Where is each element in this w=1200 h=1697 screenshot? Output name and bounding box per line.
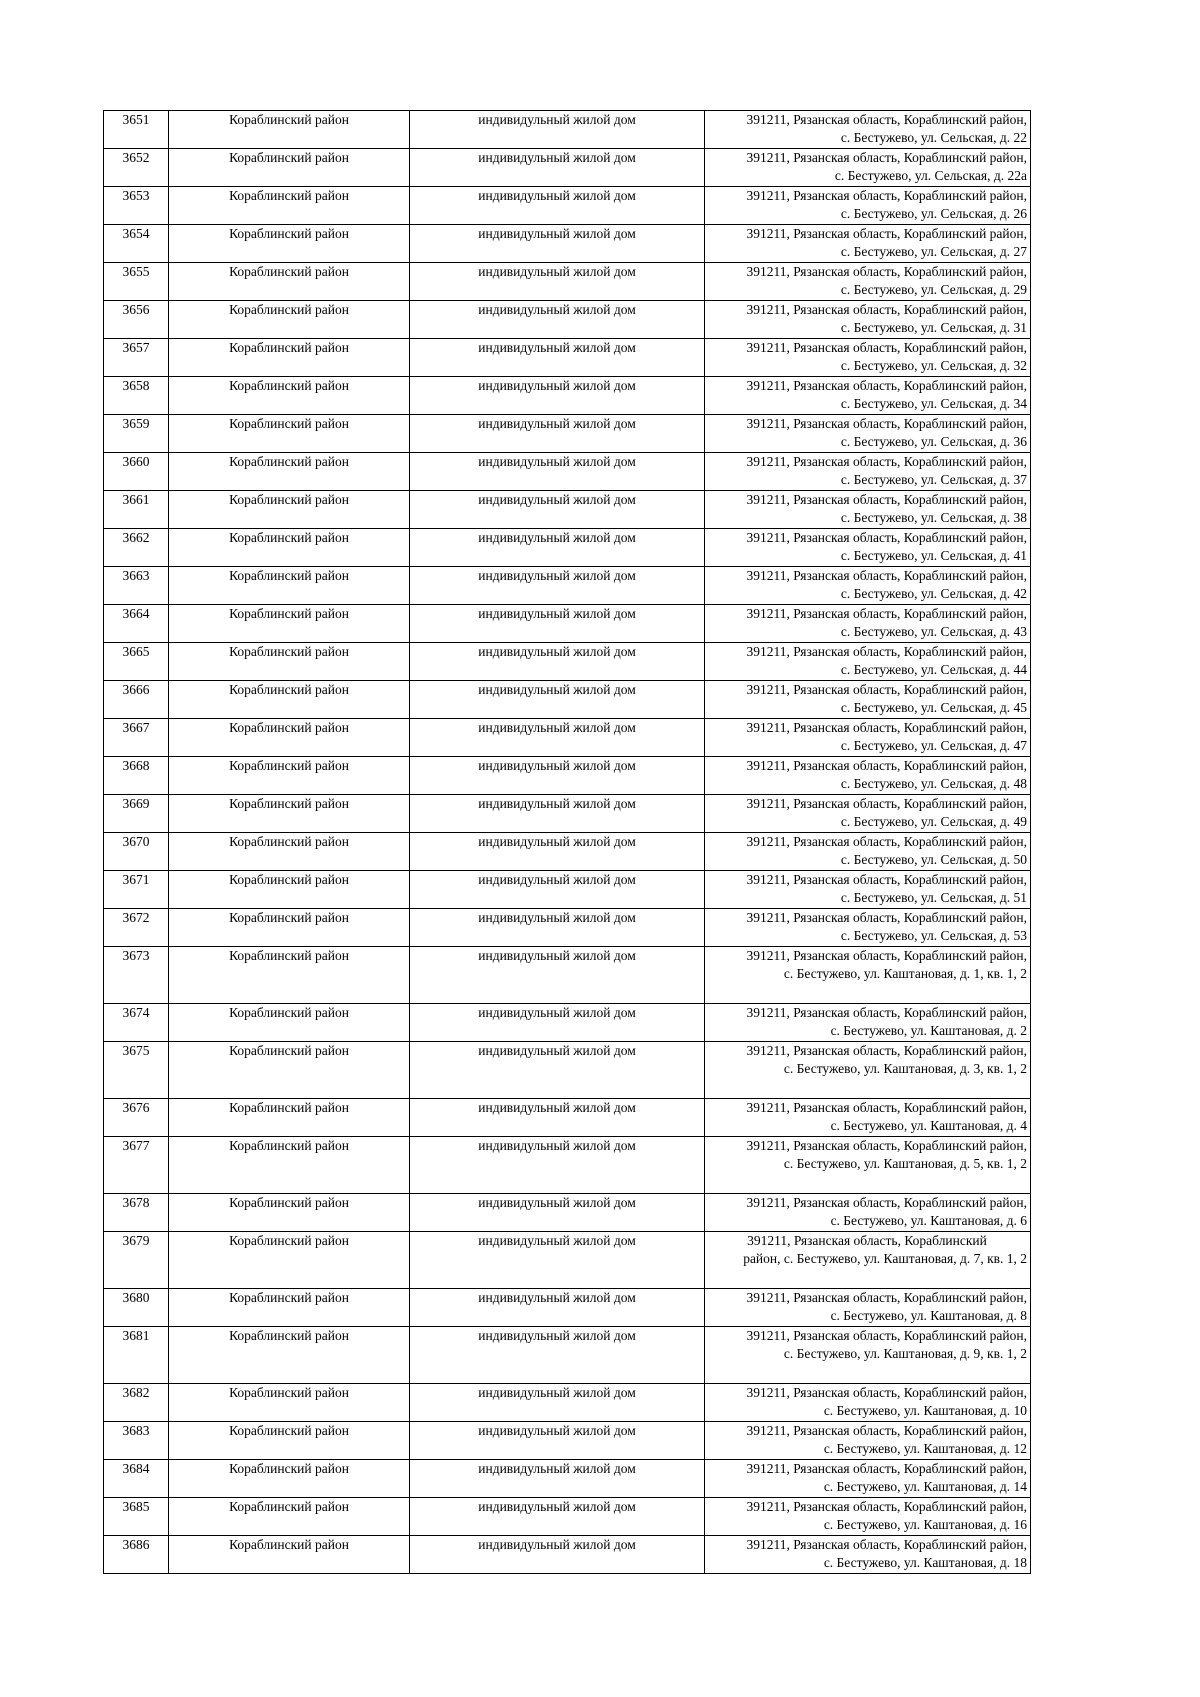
address-line-1: 391211, Рязанская область, Кораблинский район, bbox=[746, 834, 1027, 849]
address-line-1: 391211, Рязанская область, Кораблинский район, bbox=[746, 796, 1027, 811]
table-row bbox=[104, 111, 1031, 149]
district-cell: Кораблинский район bbox=[169, 605, 410, 643]
district-cell: Кораблинский район bbox=[169, 1137, 410, 1194]
district-cell: Кораблинский район bbox=[169, 795, 410, 833]
address-line-2: с. Бестужево, ул. Сельская, д. 27 bbox=[840, 244, 1027, 259]
row-number-cell: 3657 bbox=[104, 339, 169, 377]
address-line-1: 391211, Рязанская область, Кораблинский район, bbox=[746, 758, 1027, 773]
address-cell bbox=[705, 1289, 1031, 1327]
row-number-cell: 3677 bbox=[104, 1137, 169, 1194]
object-type-cell: индивидульный жилой дом bbox=[410, 567, 705, 605]
row-number-cell: 3651 bbox=[104, 111, 169, 149]
district-cell: Кораблинский район bbox=[169, 1498, 410, 1536]
district-cell: Кораблинский район bbox=[169, 491, 410, 529]
address-line-1: 391211, Рязанская область, Кораблинский район, bbox=[746, 682, 1027, 697]
table-row bbox=[104, 1384, 1031, 1422]
address-line-2: с. Бестужево, ул. Сельская, д. 47 bbox=[840, 738, 1027, 753]
row-number-cell: 3673 bbox=[104, 947, 169, 1004]
address-line-2: с. Бестужево, ул. Каштановая, д. 9, кв. 1, 2 bbox=[783, 1346, 1027, 1361]
object-type-cell: индивидульный жилой дом bbox=[410, 453, 705, 491]
table-row bbox=[104, 605, 1031, 643]
table-row bbox=[104, 263, 1031, 301]
address-cell bbox=[705, 339, 1031, 377]
object-type-cell: индивидульный жилой дом bbox=[410, 1327, 705, 1384]
address-line-2: с. Бестужево, ул. Каштановая, д. 12 bbox=[823, 1441, 1027, 1456]
district-cell: Кораблинский район bbox=[169, 643, 410, 681]
object-type-cell: индивидульный жилой дом bbox=[410, 1137, 705, 1194]
object-type-cell: индивидульный жилой дом bbox=[410, 1042, 705, 1099]
address-line-2: с. Бестужево, ул. Сельская, д. 38 bbox=[840, 510, 1027, 525]
district-cell: Кораблинский район bbox=[169, 339, 410, 377]
address-line-1: 391211, Рязанская область, Кораблинский район, bbox=[746, 720, 1027, 735]
address-cell bbox=[705, 795, 1031, 833]
address-line-1: 391211, Рязанская область, Кораблинский район, bbox=[746, 264, 1027, 279]
table-row bbox=[104, 681, 1031, 719]
address-line-1: 391211, Рязанская область, Кораблинский район, bbox=[746, 340, 1027, 355]
table-row bbox=[104, 377, 1031, 415]
district-cell: Кораблинский район bbox=[169, 529, 410, 567]
object-type-cell: индивидульный жилой дом bbox=[410, 1536, 705, 1574]
district-cell: Кораблинский район bbox=[169, 567, 410, 605]
table-row bbox=[104, 1422, 1031, 1460]
district-cell: Кораблинский район bbox=[169, 1194, 410, 1232]
row-number-cell: 3679 bbox=[104, 1232, 169, 1289]
property-table-body bbox=[104, 111, 1031, 1574]
address-line-1: 391211, Рязанская область, Кораблинский район, bbox=[746, 910, 1027, 925]
district-cell: Кораблинский район bbox=[169, 1327, 410, 1384]
row-number-cell: 3678 bbox=[104, 1194, 169, 1232]
row-number-cell: 3652 bbox=[104, 149, 169, 187]
row-number-cell: 3669 bbox=[104, 795, 169, 833]
row-number-cell: 3672 bbox=[104, 909, 169, 947]
address-cell bbox=[705, 719, 1031, 757]
row-number-cell: 3686 bbox=[104, 1536, 169, 1574]
object-type-cell: индивидульный жилой дом bbox=[410, 1460, 705, 1498]
address-line-1: 391211, Рязанская область, Кораблинский район, bbox=[746, 606, 1027, 621]
row-number-cell: 3670 bbox=[104, 833, 169, 871]
address-line-1: 391211, Рязанская область, Кораблинский район, bbox=[746, 226, 1027, 241]
address-cell bbox=[705, 377, 1031, 415]
object-type-cell: индивидульный жилой дом bbox=[410, 1004, 705, 1042]
object-type-cell: индивидульный жилой дом bbox=[410, 833, 705, 871]
row-number-cell: 3667 bbox=[104, 719, 169, 757]
district-cell: Кораблинский район bbox=[169, 757, 410, 795]
row-number-cell: 3656 bbox=[104, 301, 169, 339]
address-cell bbox=[705, 1498, 1031, 1536]
address-cell bbox=[705, 567, 1031, 605]
table-row bbox=[104, 871, 1031, 909]
table-row bbox=[104, 1460, 1031, 1498]
table-row bbox=[104, 833, 1031, 871]
address-cell bbox=[705, 1384, 1031, 1422]
address-line-2: с. Бестужево, ул. Каштановая, д. 8 bbox=[830, 1308, 1027, 1323]
address-line-1: 391211, Рязанская область, Кораблинский район, bbox=[746, 1195, 1027, 1210]
district-cell: Кораблинский район bbox=[169, 301, 410, 339]
address-cell bbox=[705, 643, 1031, 681]
table-row bbox=[104, 1137, 1031, 1194]
address-line-1: 391211, Рязанская область, Кораблинский район, bbox=[746, 112, 1027, 127]
object-type-cell: индивидульный жилой дом bbox=[410, 225, 705, 263]
row-number-cell: 3668 bbox=[104, 757, 169, 795]
address-cell bbox=[705, 1460, 1031, 1498]
address-line-1: 391211, Рязанская область, Кораблинский район, bbox=[746, 1385, 1027, 1400]
table-row bbox=[104, 1498, 1031, 1536]
table-row bbox=[104, 947, 1031, 1004]
object-type-cell: индивидульный жилой дом bbox=[410, 339, 705, 377]
address-cell bbox=[705, 111, 1031, 149]
row-number-cell: 3663 bbox=[104, 567, 169, 605]
table-row bbox=[104, 643, 1031, 681]
district-cell: Кораблинский район bbox=[169, 1042, 410, 1099]
address-line-2: с. Бестужево, ул. Каштановая, д. 5, кв. 1, 2 bbox=[783, 1156, 1027, 1171]
object-type-cell: индивидульный жилой дом bbox=[410, 1422, 705, 1460]
object-type-cell: индивидульный жилой дом bbox=[410, 377, 705, 415]
address-cell bbox=[705, 1042, 1031, 1099]
district-cell: Кораблинский район bbox=[169, 871, 410, 909]
object-type-cell: индивидульный жилой дом bbox=[410, 1194, 705, 1232]
district-cell: Кораблинский район bbox=[169, 377, 410, 415]
address-line-1: 391211, Рязанская область, Кораблинский район, bbox=[746, 1005, 1027, 1020]
table-row bbox=[104, 1536, 1031, 1574]
address-cell bbox=[705, 301, 1031, 339]
row-number-cell: 3662 bbox=[104, 529, 169, 567]
district-cell: Кораблинский район bbox=[169, 1422, 410, 1460]
address-line-2: с. Бестужево, ул. Сельская, д. 32 bbox=[840, 358, 1027, 373]
table-row bbox=[104, 1232, 1031, 1289]
object-type-cell: индивидульный жилой дом bbox=[410, 263, 705, 301]
object-type-cell: индивидульный жилой дом bbox=[410, 909, 705, 947]
address-cell bbox=[705, 1327, 1031, 1384]
address-line-1: 391211, Рязанская область, Кораблинский район, bbox=[746, 454, 1027, 469]
address-line-1: 391211, Рязанская область, Кораблинский район, bbox=[746, 1290, 1027, 1305]
address-line-2: с. Бестужево, ул. Каштановая, д. 18 bbox=[823, 1555, 1027, 1570]
address-line-1: 391211, Рязанская область, Кораблинский район, bbox=[746, 568, 1027, 583]
address-line-2: с. Бестужево, ул. Сельская, д. 34 bbox=[840, 396, 1027, 411]
object-type-cell: индивидульный жилой дом bbox=[410, 643, 705, 681]
address-cell bbox=[705, 1422, 1031, 1460]
table-row bbox=[104, 339, 1031, 377]
district-cell: Кораблинский район bbox=[169, 1384, 410, 1422]
address-line-2: с. Бестужево, ул. Каштановая, д. 10 bbox=[823, 1403, 1027, 1418]
object-type-cell: индивидульный жилой дом bbox=[410, 719, 705, 757]
address-line-1: 391211, Рязанская область, Кораблинский район, bbox=[746, 1461, 1027, 1476]
table-row bbox=[104, 1289, 1031, 1327]
table-row bbox=[104, 1099, 1031, 1137]
address-cell bbox=[705, 1099, 1031, 1137]
district-cell: Кораблинский район bbox=[169, 909, 410, 947]
row-number-cell: 3664 bbox=[104, 605, 169, 643]
address-line-1: 391211, Рязанская область, Кораблинский район, bbox=[746, 1138, 1027, 1153]
address-line-2: с. Бестужево, ул. Сельская, д. 31 bbox=[840, 320, 1027, 335]
address-line-2: с. Бестужево, ул. Сельская, д. 50 bbox=[840, 852, 1027, 867]
table-row bbox=[104, 301, 1031, 339]
address-cell bbox=[705, 491, 1031, 529]
address-cell bbox=[705, 225, 1031, 263]
object-type-cell: индивидульный жилой дом bbox=[410, 415, 705, 453]
district-cell: Кораблинский район bbox=[169, 947, 410, 1004]
object-type-cell: индивидульный жилой дом bbox=[410, 795, 705, 833]
row-number-cell: 3682 bbox=[104, 1384, 169, 1422]
district-cell: Кораблинский район bbox=[169, 719, 410, 757]
district-cell: Кораблинский район bbox=[169, 263, 410, 301]
district-cell: Кораблинский район bbox=[169, 1004, 410, 1042]
row-number-cell: 3660 bbox=[104, 453, 169, 491]
row-number-cell: 3683 bbox=[104, 1422, 169, 1460]
address-cell bbox=[705, 1137, 1031, 1194]
address-line-1: 391211, Рязанская область, Кораблинский район, bbox=[746, 150, 1027, 165]
address-cell bbox=[705, 871, 1031, 909]
address-cell bbox=[705, 415, 1031, 453]
address-line-1: 391211, Рязанская область, Кораблинский район, bbox=[746, 1043, 1027, 1058]
row-number-cell: 3665 bbox=[104, 643, 169, 681]
district-cell: Кораблинский район bbox=[169, 415, 410, 453]
address-line-2: с. Бестужево, ул. Сельская, д. 22 bbox=[840, 130, 1027, 145]
address-line-2: с. Бестужево, ул. Каштановая, д. 6 bbox=[830, 1213, 1027, 1228]
address-line-2: с. Бестужево, ул. Сельская, д. 42 bbox=[840, 586, 1027, 601]
table-row bbox=[104, 567, 1031, 605]
address-cell bbox=[705, 605, 1031, 643]
table-row bbox=[104, 1194, 1031, 1232]
table-row bbox=[104, 1004, 1031, 1042]
object-type-cell: индивидульный жилой дом bbox=[410, 1099, 705, 1137]
object-type-cell: индивидульный жилой дом bbox=[410, 187, 705, 225]
address-line-2: с. Бестужево, ул. Сельская, д. 22а bbox=[834, 168, 1027, 183]
district-cell: Кораблинский район bbox=[169, 149, 410, 187]
district-cell: Кораблинский район bbox=[169, 1460, 410, 1498]
address-line-2: с. Бестужево, ул. Сельская, д. 26 bbox=[840, 206, 1027, 221]
row-number-cell: 3680 bbox=[104, 1289, 169, 1327]
district-cell: Кораблинский район bbox=[169, 1536, 410, 1574]
row-number-cell: 3658 bbox=[104, 377, 169, 415]
address-line-2: с. Бестужево, ул. Каштановая, д. 4 bbox=[830, 1118, 1027, 1133]
object-type-cell: индивидульный жилой дом bbox=[410, 301, 705, 339]
object-type-cell: индивидульный жилой дом bbox=[410, 1384, 705, 1422]
address-line-2: с. Бестужево, ул. Сельская, д. 43 bbox=[840, 624, 1027, 639]
address-line-1: 391211, Рязанская область, Кораблинский bbox=[747, 1233, 987, 1248]
address-cell bbox=[705, 833, 1031, 871]
district-cell: Кораблинский район bbox=[169, 833, 410, 871]
table-row bbox=[104, 795, 1031, 833]
row-number-cell: 3676 bbox=[104, 1099, 169, 1137]
address-line-2: с. Бестужево, ул. Каштановая, д. 3, кв. 1, 2 bbox=[783, 1061, 1027, 1076]
address-line-2: с. Бестужево, ул. Каштановая, д. 2 bbox=[830, 1023, 1027, 1038]
row-number-cell: 3661 bbox=[104, 491, 169, 529]
address-line-2: с. Бестужево, ул. Сельская, д. 53 bbox=[840, 928, 1027, 943]
object-type-cell: индивидульный жилой дом bbox=[410, 529, 705, 567]
object-type-cell: индивидульный жилой дом bbox=[410, 1498, 705, 1536]
table-row bbox=[104, 909, 1031, 947]
address-line-1: 391211, Рязанская область, Кораблинский район, bbox=[746, 188, 1027, 203]
district-cell: Кораблинский район bbox=[169, 1289, 410, 1327]
address-line-1: 391211, Рязанская область, Кораблинский район, bbox=[746, 492, 1027, 507]
address-line-2: с. Бестужево, ул. Сельская, д. 49 bbox=[840, 814, 1027, 829]
address-cell bbox=[705, 453, 1031, 491]
address-line-1: 391211, Рязанская область, Кораблинский район, bbox=[746, 1499, 1027, 1514]
address-line-2: с. Бестужево, ул. Сельская, д. 44 bbox=[840, 662, 1027, 677]
row-number-cell: 3675 bbox=[104, 1042, 169, 1099]
address-cell bbox=[705, 149, 1031, 187]
table-row bbox=[104, 453, 1031, 491]
district-cell: Кораблинский район bbox=[169, 225, 410, 263]
address-line-2: с. Бестужево, ул. Сельская, д. 45 bbox=[840, 700, 1027, 715]
object-type-cell: индивидульный жилой дом bbox=[410, 111, 705, 149]
address-cell bbox=[705, 947, 1031, 1004]
object-type-cell: индивидульный жилой дом bbox=[410, 149, 705, 187]
table-row bbox=[104, 757, 1031, 795]
address-line-1: 391211, Рязанская область, Кораблинский район, bbox=[746, 1328, 1027, 1343]
row-number-cell: 3655 bbox=[104, 263, 169, 301]
district-cell: Кораблинский район bbox=[169, 187, 410, 225]
object-type-cell: индивидульный жилой дом bbox=[410, 605, 705, 643]
row-number-cell: 3653 bbox=[104, 187, 169, 225]
address-cell bbox=[705, 1194, 1031, 1232]
object-type-cell: индивидульный жилой дом bbox=[410, 947, 705, 1004]
table-row bbox=[104, 1042, 1031, 1099]
object-type-cell: индивидульный жилой дом bbox=[410, 491, 705, 529]
table-row bbox=[104, 149, 1031, 187]
address-line-1: 391211, Рязанская область, Кораблинский район, bbox=[746, 302, 1027, 317]
address-cell bbox=[705, 1004, 1031, 1042]
object-type-cell: индивидульный жилой дом bbox=[410, 1232, 705, 1289]
row-number-cell: 3671 bbox=[104, 871, 169, 909]
table-row bbox=[104, 1327, 1031, 1384]
address-line-2: с. Бестужево, ул. Каштановая, д. 14 bbox=[823, 1479, 1027, 1494]
table-row bbox=[104, 529, 1031, 567]
address-line-2: с. Бестужево, ул. Сельская, д. 37 bbox=[840, 472, 1027, 487]
row-number-cell: 3684 bbox=[104, 1460, 169, 1498]
row-number-cell: 3681 bbox=[104, 1327, 169, 1384]
address-line-1: 391211, Рязанская область, Кораблинский район, bbox=[746, 872, 1027, 887]
address-line-1: 391211, Рязанская область, Кораблинский район, bbox=[746, 1423, 1027, 1438]
district-cell: Кораблинский район bbox=[169, 681, 410, 719]
address-line-2: с. Бестужево, ул. Сельская, д. 29 bbox=[840, 282, 1027, 297]
address-cell bbox=[705, 1536, 1031, 1574]
address-cell bbox=[705, 1232, 1031, 1289]
object-type-cell: индивидульный жилой дом bbox=[410, 757, 705, 795]
address-cell bbox=[705, 681, 1031, 719]
row-number-cell: 3654 bbox=[104, 225, 169, 263]
address-line-1: 391211, Рязанская область, Кораблинский район, bbox=[746, 378, 1027, 393]
address-line-2: с. Бестужево, ул. Сельская, д. 51 bbox=[840, 890, 1027, 905]
address-line-2: с. Бестужево, ул. Каштановая, д. 1, кв. 1, 2 bbox=[783, 966, 1027, 981]
address-line-2: с. Бестужево, ул. Сельская, д. 41 bbox=[840, 548, 1027, 563]
address-cell bbox=[705, 263, 1031, 301]
address-line-1: 391211, Рязанская область, Кораблинский район, bbox=[746, 416, 1027, 431]
table-row bbox=[104, 491, 1031, 529]
address-cell bbox=[705, 187, 1031, 225]
table-row bbox=[104, 719, 1031, 757]
table-row bbox=[104, 187, 1031, 225]
row-number-cell: 3666 bbox=[104, 681, 169, 719]
object-type-cell: индивидульный жилой дом bbox=[410, 681, 705, 719]
district-cell: Кораблинский район bbox=[169, 111, 410, 149]
row-number-cell: 3674 bbox=[104, 1004, 169, 1042]
address-line-2: с. Бестужево, ул. Каштановая, д. 16 bbox=[823, 1517, 1027, 1532]
address-line-1: 391211, Рязанская область, Кораблинский район, bbox=[746, 1537, 1027, 1552]
address-line-1: 391211, Рязанская область, Кораблинский район, bbox=[746, 948, 1027, 963]
row-number-cell: 3685 bbox=[104, 1498, 169, 1536]
district-cell: Кораблинский район bbox=[169, 1232, 410, 1289]
address-line-1: 391211, Рязанская область, Кораблинский район, bbox=[746, 644, 1027, 659]
table-row bbox=[104, 415, 1031, 453]
district-cell: Кораблинский район bbox=[169, 1099, 410, 1137]
address-cell bbox=[705, 529, 1031, 567]
table-row bbox=[104, 225, 1031, 263]
address-line-2: с. Бестужево, ул. Сельская, д. 48 bbox=[840, 776, 1027, 791]
row-number-cell: 3659 bbox=[104, 415, 169, 453]
address-cell bbox=[705, 757, 1031, 795]
object-type-cell: индивидульный жилой дом bbox=[410, 1289, 705, 1327]
address-line-2: район, с. Бестужево, ул. Каштановая, д. 7, кв. 1, 2 bbox=[743, 1251, 1027, 1266]
address-line-2: с. Бестужево, ул. Сельская, д. 36 bbox=[840, 434, 1027, 449]
district-cell: Кораблинский район bbox=[169, 453, 410, 491]
object-type-cell: индивидульный жилой дом bbox=[410, 871, 705, 909]
address-cell bbox=[705, 909, 1031, 947]
address-line-1: 391211, Рязанская область, Кораблинский район, bbox=[746, 1100, 1027, 1115]
address-line-1: 391211, Рязанская область, Кораблинский район, bbox=[746, 530, 1027, 545]
property-table bbox=[103, 110, 1031, 1574]
